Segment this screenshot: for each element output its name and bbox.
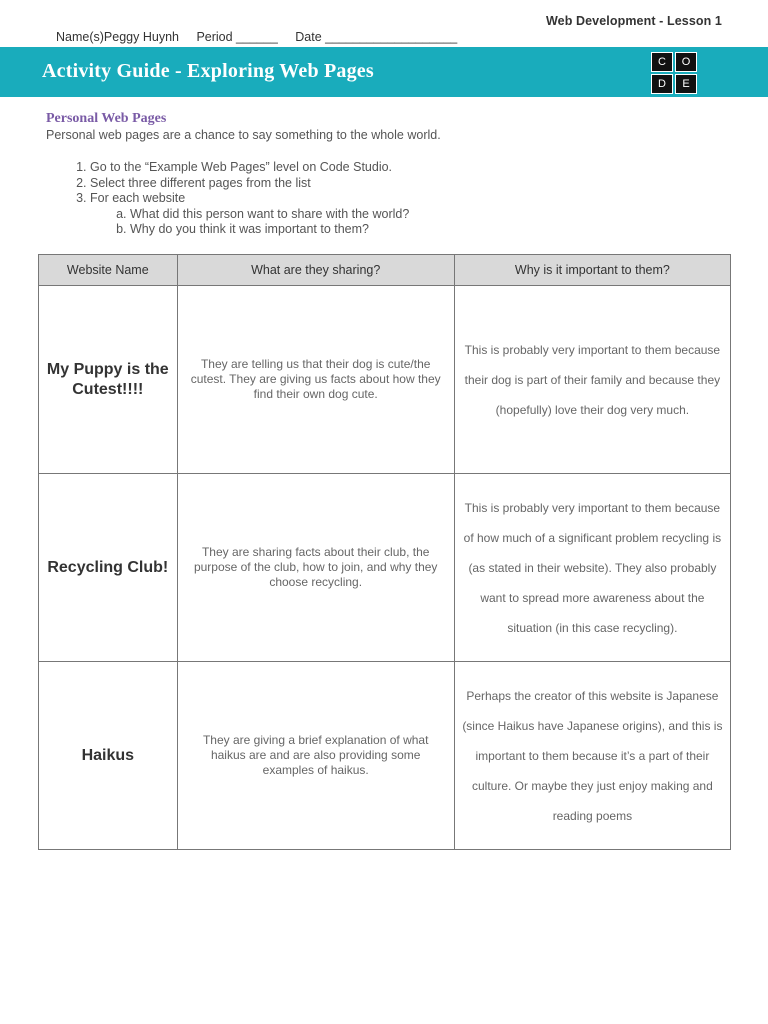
logo-letter: O xyxy=(675,52,697,72)
list-item: 1. Go to the “Example Web Pages” level on Code Studio. xyxy=(90,160,409,176)
sharing-cell: They are telling us that their dog is cute/the cutest. They are giving us facts about how they find their own dog cute. xyxy=(177,286,454,474)
lesson-label: Web Development - Lesson 1 xyxy=(545,14,722,28)
table-row xyxy=(39,474,731,662)
period-field: Period ______ xyxy=(196,30,278,44)
sub-list-item: b. Why do you think it was important to them? xyxy=(130,222,409,238)
sharing-cell: They are giving a brief explanation of what haikus are and are also providing some examples of haikus. xyxy=(177,662,454,850)
column-header: What are they sharing? xyxy=(177,255,454,286)
website-table xyxy=(38,254,731,850)
sub-list-item: a. What did this person want to share with the world? xyxy=(130,207,409,223)
student-info-line xyxy=(56,30,471,44)
list-item xyxy=(90,191,409,238)
logo-letter: E xyxy=(675,74,697,94)
website-name-cell: Haikus xyxy=(39,662,178,850)
name-field: Name(s)Peggy Huynh xyxy=(56,30,179,44)
section-title: Personal Web Pages xyxy=(46,111,167,126)
page-title: Activity Guide - Exploring Web Pages xyxy=(42,60,374,82)
sub-list xyxy=(90,207,409,238)
list-item-text: For each website xyxy=(90,191,186,205)
instruction-list xyxy=(52,160,409,238)
importance-cell: This is probably very important to them because their dog is part of their family and because they (hopefully) love their dog very much. xyxy=(454,286,730,474)
logo-letter: C xyxy=(651,52,673,72)
importance-cell: Perhaps the creator of this website is Japanese (since Haikus have Japanese origins), and this is important to them because it’s a part of their culture. Or maybe they just enjoy making and reading poems xyxy=(454,662,730,850)
column-header: Website Name xyxy=(39,255,178,286)
date-field: Date ___________________ xyxy=(295,30,458,44)
sharing-cell: They are sharing facts about their club, the purpose of the club, how to join, and why they choose recycling. xyxy=(177,474,454,662)
table-header-row xyxy=(39,255,731,286)
table-row xyxy=(39,662,731,850)
website-name-cell: Recycling Club! xyxy=(39,474,178,662)
website-name-cell: My Puppy is the Cutest!!!! xyxy=(39,286,178,474)
section-intro: Personal web pages are a chance to say something to the whole world. xyxy=(46,128,441,142)
table-row xyxy=(39,286,731,474)
list-item: 2. Select three different pages from the list xyxy=(90,176,409,192)
column-header: Why is it important to them? xyxy=(454,255,730,286)
importance-cell: This is probably very important to them because of how much of a significant problem recycling is (as stated in their website). They also probably want to spread more awareness about the situation (in this case recycling). xyxy=(454,474,730,662)
code-logo xyxy=(651,52,699,96)
logo-letter: D xyxy=(651,74,673,94)
